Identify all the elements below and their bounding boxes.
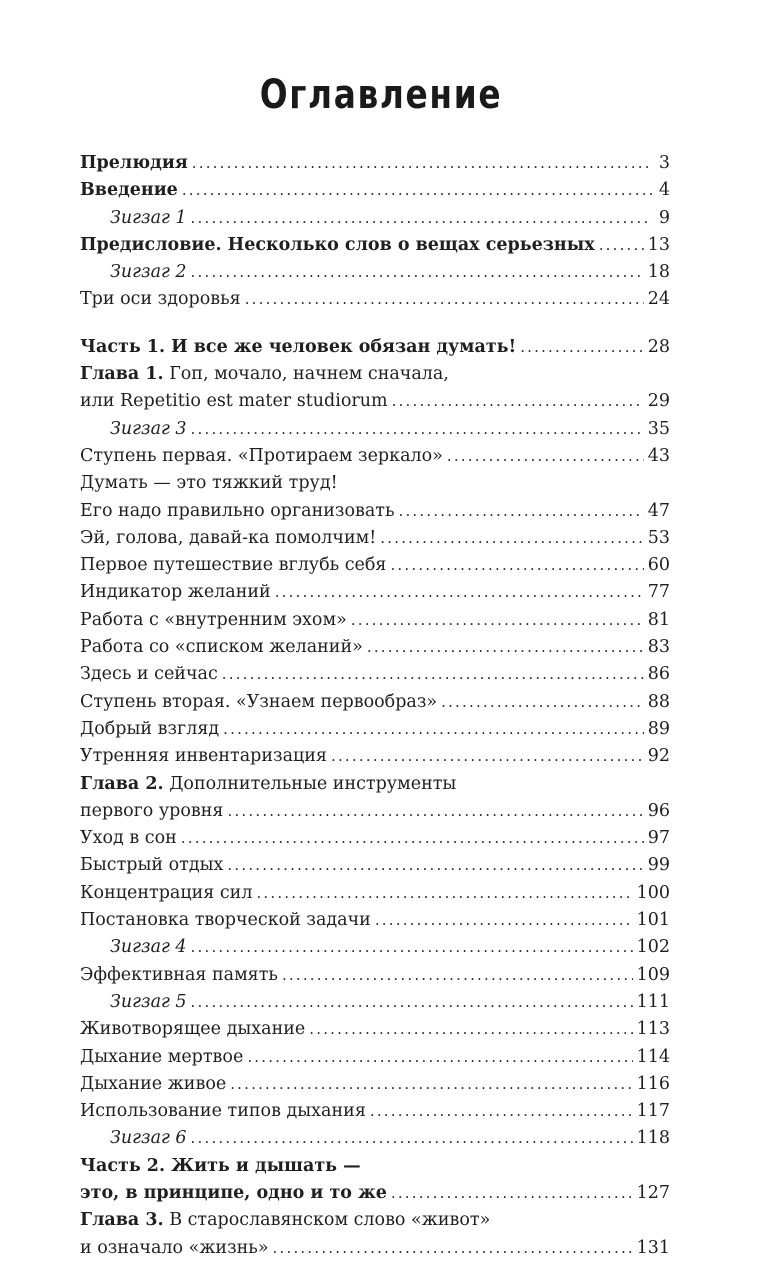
- dot-leader: [309, 1016, 632, 1043]
- dot-leader: [375, 907, 633, 934]
- toc-entry[interactable]: [80, 416, 670, 443]
- toc-entry-page: 35: [647, 418, 670, 439]
- toc-entry-page: 53: [647, 527, 670, 548]
- dot-leader: [191, 989, 633, 1016]
- dot-leader: [227, 798, 643, 825]
- toc-entry[interactable]: [80, 443, 670, 470]
- toc-part-entry[interactable]: [80, 334, 670, 361]
- toc-entry-label: Ступень первая. «Протираем зеркало»: [80, 445, 443, 466]
- dot-leader: [331, 743, 644, 770]
- toc-entry-label: Зигзаг 1: [110, 207, 187, 228]
- dot-leader: [599, 232, 644, 259]
- toc-entry-page: 43: [647, 445, 670, 466]
- toc-entry-label: Первое путешествие вглубь себя: [80, 555, 387, 576]
- dot-leader: [391, 1180, 633, 1207]
- toc-entry-label: и означало «жизнь»: [80, 1237, 269, 1258]
- toc-entry-label: Ступень вторая. «Узнаем первообраз»: [80, 691, 438, 712]
- toc-entry-label: Часть 1. И все же человек обязан думать!: [80, 336, 517, 357]
- toc-entry-label: Зигзаг 4: [110, 937, 187, 958]
- dot-leader: [398, 498, 643, 525]
- table-of-contents: [80, 150, 670, 1262]
- toc-entry-label: [80, 361, 449, 388]
- dot-leader: [392, 388, 644, 415]
- dot-leader: [390, 552, 643, 579]
- toc-entry-page: 86: [647, 664, 670, 685]
- dot-leader: [256, 880, 632, 907]
- toc-entry-page: 118: [636, 1128, 670, 1149]
- toc-entry-label: Дыхание мертвое: [80, 1046, 244, 1067]
- dot-leader: [227, 852, 643, 879]
- dot-leader: [245, 286, 644, 313]
- toc-entry-label: Добрый взгляд: [80, 718, 220, 739]
- toc-entry-label: Зигзаг 2: [110, 262, 187, 283]
- chapter-prefix: Глава 2.: [80, 773, 164, 794]
- toc-entry-label: Животворящее дыхание: [80, 1019, 306, 1040]
- dot-leader: [222, 661, 644, 688]
- dot-leader: [367, 634, 644, 661]
- toc-entry-page: 116: [636, 1073, 670, 1094]
- dot-leader: [273, 1235, 633, 1262]
- toc-entry-label: Здесь и сейчас: [80, 664, 218, 685]
- toc-entry[interactable]: [80, 716, 670, 743]
- dot-leader: [192, 150, 652, 177]
- toc-entry-page: 113: [636, 1019, 670, 1040]
- toc-entry-page: 117: [636, 1101, 670, 1122]
- toc-entry[interactable]: [80, 880, 670, 907]
- toc-entry-page: 29: [647, 391, 670, 412]
- toc-entry-page: 77: [647, 582, 670, 603]
- toc-entry-label: Зигзаг 3: [110, 418, 187, 439]
- toc-entry[interactable]: [80, 177, 670, 204]
- toc-entry-label: [80, 1207, 490, 1234]
- dot-leader: [182, 177, 652, 204]
- toc-entry-label: Прелюдия: [80, 153, 188, 173]
- chapter-prefix: Глава 1.: [80, 364, 164, 385]
- toc-entry[interactable]: [80, 852, 670, 879]
- dot-leader: [191, 1125, 633, 1152]
- toc-entry[interactable]: [80, 388, 670, 415]
- toc-entry[interactable]: [80, 825, 670, 852]
- toc-entry-label: Утренняя инвентаризация: [80, 746, 327, 767]
- toc-entry-label: Думать — это тяжкий труд!: [80, 473, 338, 494]
- dot-leader: [230, 1071, 632, 1098]
- toc-part-entry[interactable]: [80, 1153, 670, 1180]
- toc-entry-label: Часть 2. Жить и дышать —: [80, 1155, 361, 1176]
- toc-entry-page: 96: [647, 800, 670, 821]
- page-title: Оглавление: [259, 72, 503, 118]
- toc-entry-label: [80, 771, 456, 798]
- toc-entry[interactable]: [80, 205, 670, 232]
- toc-entry-page: 60: [647, 555, 670, 576]
- toc-entry[interactable]: [80, 470, 670, 497]
- toc-entry-label: Постановка творческой задачи: [80, 910, 371, 931]
- toc-entry-page: 102: [636, 937, 670, 958]
- toc-entry-page: 47: [647, 500, 670, 521]
- toc-entry[interactable]: [80, 962, 670, 989]
- dot-leader: [441, 689, 644, 716]
- toc-entry-label: Быстрый отдых: [80, 855, 224, 876]
- toc-entry[interactable]: [80, 907, 670, 934]
- dot-leader: [447, 443, 644, 470]
- toc-chapter-entry[interactable]: [80, 361, 670, 388]
- chapter-prefix: Глава 3.: [80, 1210, 164, 1231]
- toc-entry-label: Введение: [80, 180, 178, 201]
- dot-leader: [275, 579, 644, 606]
- toc-entry[interactable]: [80, 525, 670, 552]
- toc-entry[interactable]: [80, 661, 670, 688]
- dot-leader: [191, 416, 644, 443]
- chapter-title: Дополнительные инструменты: [163, 773, 457, 794]
- toc-entry[interactable]: [80, 1044, 670, 1071]
- toc-entry[interactable]: [80, 1016, 670, 1043]
- toc-entry[interactable]: [80, 286, 670, 313]
- toc-entry[interactable]: [80, 498, 670, 525]
- dot-leader: [191, 205, 652, 232]
- toc-entry-label: Зигзаг 6: [110, 1128, 187, 1149]
- toc-entry-label: Работа с «внутренним эхом»: [80, 609, 347, 630]
- toc-entry[interactable]: [80, 1125, 670, 1152]
- toc-entry-page: 100: [636, 882, 670, 903]
- toc-entry-page: 81: [647, 609, 670, 630]
- toc-entry[interactable]: [80, 579, 670, 606]
- toc-entry-page: 83: [647, 637, 670, 658]
- toc-entry-page: 111: [636, 991, 670, 1012]
- toc-entry[interactable]: [80, 150, 670, 177]
- toc-entry[interactable]: [80, 607, 670, 634]
- toc-entry[interactable]: [80, 798, 670, 825]
- toc-entry-page: 88: [647, 691, 670, 712]
- toc-entry-page: 89: [647, 718, 670, 739]
- toc-entry-page: 4: [658, 180, 670, 201]
- toc-entry[interactable]: [80, 743, 670, 770]
- toc-entry-page: 114: [636, 1046, 670, 1067]
- toc-entry-page: 18: [647, 262, 670, 283]
- toc-entry[interactable]: [80, 552, 670, 579]
- dot-leader: [282, 962, 633, 989]
- toc-entry-label: Три оси здоровья: [80, 289, 241, 310]
- chapter-title: Гоп, мочало, начнем сначала,: [163, 364, 449, 385]
- dot-leader: [191, 259, 644, 286]
- toc-entry-label: Индикатор желаний: [80, 582, 271, 603]
- toc-entry[interactable]: [80, 934, 670, 961]
- toc-entry-label: Зигзаг 5: [110, 991, 187, 1012]
- toc-entry-label: Дыхание живое: [80, 1073, 227, 1094]
- toc-entry-page: 24: [647, 289, 670, 310]
- toc-entry-label: Эффективная память: [80, 964, 278, 985]
- toc-chapter-entry[interactable]: [80, 1207, 670, 1234]
- toc-chapter-entry[interactable]: [80, 771, 670, 798]
- toc-part-entry[interactable]: [80, 1180, 670, 1207]
- dot-leader: [181, 825, 644, 852]
- toc-entry-page: 99: [647, 855, 670, 876]
- toc-entry[interactable]: [80, 259, 670, 286]
- dot-leader: [223, 716, 644, 743]
- dot-leader: [520, 334, 644, 361]
- toc-entry-page: 101: [636, 910, 670, 931]
- toc-entry-label: Использование типов дыхания: [80, 1101, 366, 1122]
- toc-entry-label: Эй, голова, давай-ка помолчим!: [80, 527, 377, 548]
- toc-entry-page: 97: [647, 828, 670, 849]
- toc-entry[interactable]: [80, 689, 670, 716]
- dot-leader: [351, 607, 644, 634]
- toc-entry-page: 131: [636, 1237, 670, 1258]
- toc-entry-page: 28: [647, 336, 670, 357]
- toc-entry[interactable]: [80, 989, 670, 1016]
- toc-entry-label: это, в принципе, одно и то же: [80, 1182, 387, 1203]
- toc-entry-page: 13: [647, 234, 670, 255]
- toc-entry-label: Концентрация сил: [80, 882, 253, 903]
- toc-entry-page: 9: [658, 207, 670, 228]
- dot-leader: [191, 934, 633, 961]
- toc-entry-label: первого уровня: [80, 800, 224, 821]
- toc-entry[interactable]: [80, 1071, 670, 1098]
- dot-leader: [370, 1098, 633, 1125]
- toc-entry-label: или Repetitio est mater studiorum: [80, 391, 388, 412]
- toc-entry[interactable]: [80, 1235, 670, 1262]
- toc-entry-page: 92: [647, 746, 670, 767]
- toc-entry-label: Предисловие. Несколько слов о вещах серьезных: [80, 234, 595, 255]
- toc-entry-label: Его надо правильно организовать: [80, 500, 395, 521]
- toc-entry[interactable]: [80, 634, 670, 661]
- toc-entry-label: Работа со «списком желаний»: [80, 637, 363, 658]
- toc-entry-label: Уход в сон: [80, 828, 177, 849]
- toc-entry[interactable]: [80, 232, 670, 259]
- dot-leader: [380, 525, 643, 552]
- toc-entry[interactable]: [80, 1098, 670, 1125]
- toc-entry-page: 3: [658, 153, 670, 173]
- toc-entry-page: 109: [636, 964, 670, 985]
- chapter-title: В старославянском слово «живот»: [163, 1210, 491, 1231]
- toc-entry-page: 127: [636, 1182, 670, 1203]
- dot-leader: [247, 1044, 632, 1071]
